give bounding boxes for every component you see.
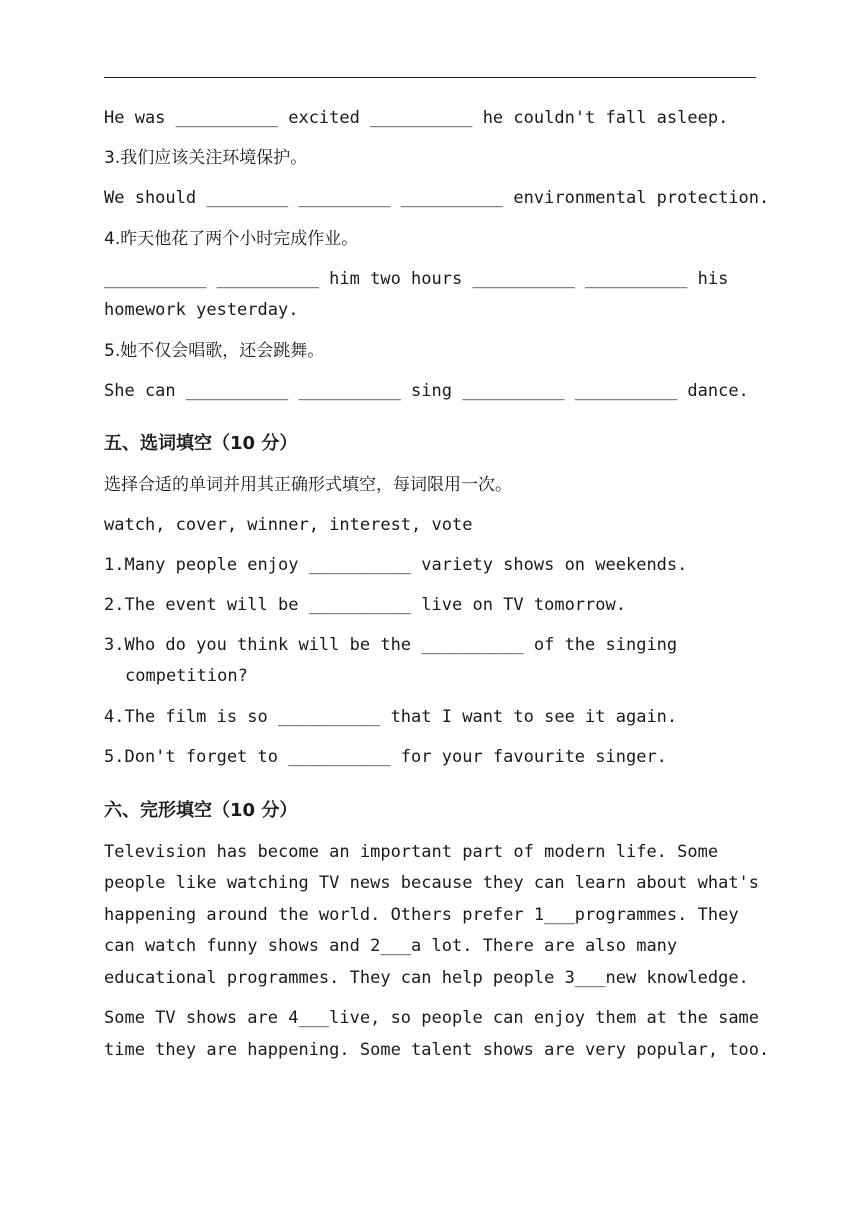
section-6-heading: 六、完形填空（10 分） bbox=[104, 800, 298, 821]
cloze-line-5: educational programmes. They can help people 3___new knowledge. bbox=[104, 968, 749, 988]
question-4-english-line1: __________ __________ him two hours __________ __________ his bbox=[104, 269, 729, 289]
question-4-english-line2: homework yesterday. bbox=[104, 300, 299, 320]
translation-line-prev: He was __________ excited __________ he couldn't fall asleep. bbox=[104, 108, 729, 128]
section-5-item-4: 4.The film is so __________ that I want to see it again. bbox=[104, 707, 678, 727]
cloze-line-1: Television has become an important part of modern life. Some bbox=[104, 842, 719, 862]
cloze-line-2: people like watching TV news because they can learn about what's bbox=[104, 873, 760, 893]
cloze-line-4: can watch funny shows and 2___a lot. There are also many bbox=[104, 936, 678, 956]
header-rule bbox=[104, 77, 756, 78]
question-3-chinese: 3.我们应该关注环境保护。 bbox=[104, 148, 308, 168]
cloze-line-6: Some TV shows are 4___live, so people can enjoy them at the same bbox=[104, 1008, 760, 1028]
word-bank: watch, cover, winner, interest, vote bbox=[104, 515, 473, 535]
section-5-item-2: 2.The event will be __________ live on TV tomorrow. bbox=[104, 595, 626, 615]
section-5-item-3-cont: competition? bbox=[125, 666, 248, 686]
question-5-chinese: 5.她不仅会唱歌，还会跳舞。 bbox=[104, 341, 325, 361]
section-5-item-3: 3.Who do you think will be the __________ of the singing bbox=[104, 635, 678, 655]
section-5-instruction: 选择合适的单词并用其正确形式填空，每词限用一次。 bbox=[104, 475, 512, 495]
question-4-chinese: 4.昨天他花了两个小时完成作业。 bbox=[104, 229, 359, 249]
cloze-line-3: happening around the world. Others prefer 1___programmes. They bbox=[104, 905, 739, 925]
section-5-item-1: 1.Many people enjoy __________ variety shows on weekends. bbox=[104, 555, 688, 575]
section-5-heading: 五、选词填空（10 分） bbox=[104, 433, 298, 454]
cloze-line-7: time they are happening. Some talent shows are very popular, too. bbox=[104, 1040, 770, 1060]
section-5-item-5: 5.Don't forget to __________ for your favourite singer. bbox=[104, 747, 667, 767]
question-3-english: We should ________ _________ __________ environmental protection. bbox=[104, 188, 770, 208]
question-5-english: She can __________ __________ sing __________ __________ dance. bbox=[104, 381, 749, 401]
